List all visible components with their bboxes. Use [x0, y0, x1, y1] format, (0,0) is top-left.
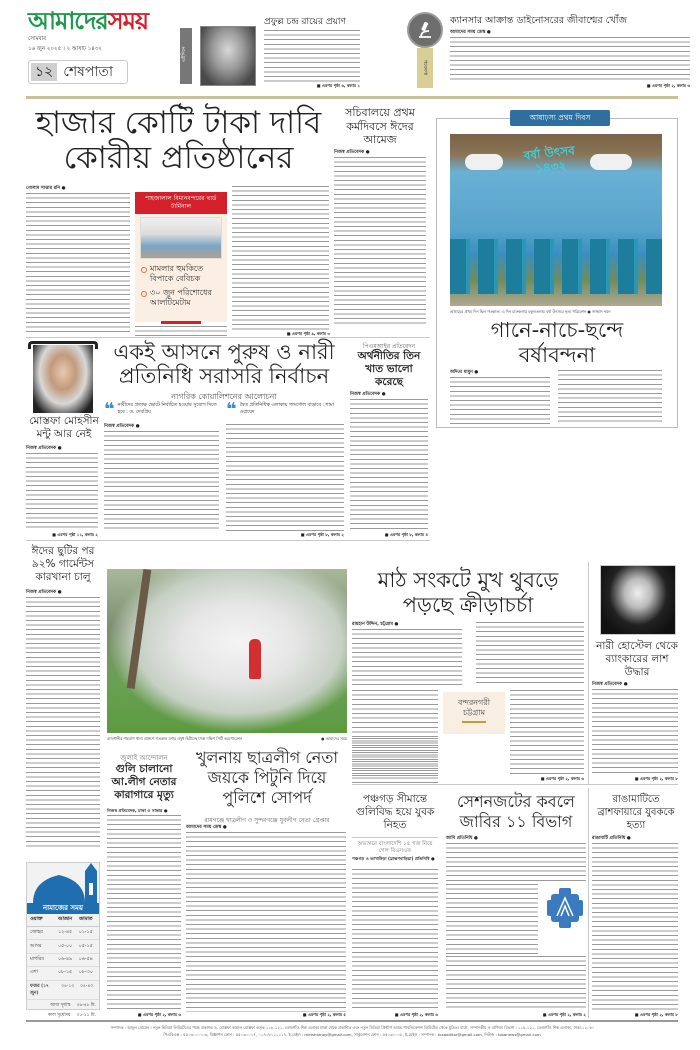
imprint-line-1: সম্পাদক : আবুল মোমেন । নতুন মিডিয়া লিমিটেডের পক্ষে প্রকাশক ড. মোস্তফা কামাল মোস্তফা কর্তৃক ১১৮-১২১, তেজগাঁও শিল্প এলাকা ঢাকা থেকে প্রকাশিত এবং নতুন মিডিয়া প্রিন্টার্স অ্যান্ড পাবলিকেশন্স লিমিটেড থেকে মুদ্রিত। বার্তা, সম্পাদকীয় ও বাণিজ্য বিভাগ : ১১৮-১২১, তেজগাঁও শিল্প এলাকা, ঢাকা-১২০৮। [110, 1025, 594, 1030]
portrait-photo [200, 26, 256, 86]
research-title: ক্যানসার আক্রান্ত ডাইনোসরের জীবাশ্মের খোঁজ [450, 15, 628, 26]
prayer-row: জোহর ১২-৪৫ ০১-১৫ [27, 927, 99, 940]
sports-byline: রায়হান উদ্দিন, চট্টগ্রাম ● [352, 622, 399, 627]
page-name: শেষপাতা [63, 64, 113, 80]
prayer-row: ফজর (১৭ জুন) ০৪-১০ ০৪-৪০ [27, 981, 99, 1000]
quote-1: ❝ নারীদের প্রত্যক্ষ ভোটে নির্বাচিত হওয়ার সুযোগ দিতে হবে : ড. দেবপ্রিয় [104, 399, 217, 420]
rangamati-byline: রাঙামাটি প্রতিনিধি ● [592, 836, 631, 841]
election-body-col2 [226, 424, 344, 531]
hostel-byline: নিজস্ব প্রতিবেদক ● [592, 682, 628, 687]
election-headline: একই আসনে পুরুষ ও নারী প্রতিনিধি সরাসরি নির্বাচন [113, 340, 335, 388]
hostel-headline: নারী হোস্টেল থেকে ব্যাংকারের লাশ উদ্ধার [596, 640, 678, 678]
victim-photo [600, 565, 676, 635]
economy-headline: অর্থনীতির তিন খাত ভালো করেছে [357, 350, 421, 388]
rangamati-body [592, 843, 678, 1011]
session-body-top [446, 843, 586, 883]
prayer-row: মাগরিব ০৬-৪৯ ০৬-৫৪ [27, 954, 99, 967]
microscope-badge [407, 12, 443, 48]
quote-mark-icon: ❝ [226, 399, 237, 420]
divider [26, 337, 430, 338]
secretariat-byline: নিজস্ব প্রতিবেদক ● [334, 150, 370, 155]
border-byline: পঞ্চগড় ও আখাউড়া (ব্রাহ্মণবাড়িয়া) প্রতিনিধি ● [352, 856, 435, 861]
cloud-right [590, 154, 632, 170]
khulna-headline: খুলনায় ছাত্রলীগ নেতা জয়কে পিটুনি দিয়ে পুলিশে সোপর্দ [196, 748, 338, 807]
khulna-body [186, 832, 346, 1012]
session-body-bottom [446, 956, 586, 1011]
hostel-jump: ■ এরপর পৃষ্ঠা ২, কলাম ৮ [634, 776, 678, 781]
newspaper-logo[interactable]: আমাদেরসময় [28, 7, 149, 35]
election-jump: ■ এরপর পৃষ্ঠা ৮, কলাম ২ [300, 532, 344, 537]
this-day-body [264, 30, 360, 82]
khulna-subhead: রামগঞ্জে ছাত্রলীগ ও সুন্দরগঞ্জে যুবলীগ নেতা গ্রেপ্তার [204, 817, 330, 824]
sports-body-overflow [352, 738, 438, 778]
imprint-line-2: পিএবিএক্স : ৫৫০৩০০০০-৬, বিজ্ঞাপন ফোন : ৫৫০৩০০০৭, ০১৭০৮১১১১১৭, ই-মেইল : mktshomoy@gmail.com, সার্কুলেশন ফোন : ৫৫০৩০০০৮, ই-মেইল : সম্পাদক : tosaeditor@gmail.com, নিউজ : tosanews@gmail.com [163, 1032, 541, 1037]
hostel-body [592, 689, 678, 775]
fogging-caption: রাজধানীর শাহবাগ থানা প্রাঙ্গণে গতকাল মশার ওষুধ ছিটাচ্ছে ঢাকা দক্ষিণ সিটি করপোরেশন [107, 736, 243, 741]
circle-bullet-icon [141, 267, 147, 273]
secretariat-body [334, 157, 426, 325]
this-day-jump: ■ এরপর পৃষ্ঠা ৬, কলাম ১ [316, 83, 360, 88]
session-headline: সেশনজটের কবলে জাবির ১১ বিভাগ [457, 792, 575, 831]
photo-feature-body-col2 [558, 370, 662, 424]
july-body [107, 815, 181, 1011]
box-accent [161, 321, 201, 324]
fogging-credit: ● আমাদের সময় [321, 736, 347, 741]
worker-figure [249, 639, 261, 679]
prayer-times-box [26, 862, 100, 1018]
july-jump: ■ এরপর পৃষ্ঠা ২, কলাম ৬ [137, 1012, 181, 1017]
banner-text: বর্ষা উৎসব ১৪৩২ [523, 143, 576, 176]
divider [26, 540, 430, 541]
prayer-row: আসর ০৫-০০ ০৫-১৫ [27, 940, 99, 953]
garments-body [26, 597, 100, 847]
jahangirnagar-university-logo [545, 888, 585, 944]
lead-body-col3 [232, 186, 329, 331]
election-byline: নিজস্ব প্রতিবেদক ● [104, 424, 140, 429]
research-jump: ■ এরপর পৃষ্ঠা ২, কলাম ৬ [646, 83, 690, 88]
lead-jump: ■ এরপর পৃষ্ঠা ৯, কলাম ৩ [286, 331, 330, 336]
obituary-headline: মোস্তফা মোহসীন মন্টু আর নেই [29, 415, 99, 440]
lead-body-col2 [135, 326, 227, 336]
sunset-row: আজ সূর্যাস্ত ০৬-৪৮ মি. [50, 1002, 96, 1008]
sports-body-col2b [510, 690, 584, 775]
masthead-rule [26, 96, 678, 99]
secretariat-headline: সচিবালয়ে প্রথম কর্মদিবসে ঈদের আমেজ [345, 106, 415, 146]
microscope-icon [415, 20, 435, 40]
lead-sidebar-box [135, 192, 227, 322]
obituary-byline: নিজস্ব প্রতিবেদক ● [26, 446, 62, 451]
obituary-body [26, 453, 98, 531]
sports-headline: মাঠ সংকটে মুখ থুবড়ে পড়ছে ক্রীড়াচর্চা [377, 568, 559, 617]
session-body-left [446, 884, 538, 954]
research-body [450, 37, 690, 83]
sidebar-box-title: শাহজালাল বিমানবন্দরের থার্ড টার্মিনাল [135, 192, 227, 214]
sports-body-col1 [352, 629, 462, 686]
photo-feature-caption: আষাঢ়ের প্রথম দিন ছিল গতকাল। এ দিন চারুকলার বকুলতলায় বর্ষা উৎসবে নৃত্য পরিবেশন ● সাজ্জাদ নয়ন [450, 309, 611, 314]
border-body [352, 869, 438, 1011]
rangamati-headline: রাঙামাটিতে ব্রাশফায়ারে যুবককে হত্যা [597, 794, 675, 831]
monsoon-festival-photo [450, 134, 662, 306]
date-label: ১৬ জুন ২০২৫ । ২ আষাঢ় ১৪৩২ [28, 46, 103, 52]
july-kicker: জুলাই আন্দোলন [120, 754, 168, 762]
sidebar-bullet-1: মামলার হুমকিতে বিপাকে বেবিচক [135, 262, 227, 286]
rangamati-jump: ■ এরপর পৃষ্ঠা ২, কলাম ৮ [634, 1012, 678, 1017]
garments-byline: নিজস্ব প্রতিবেদক ● [26, 590, 62, 595]
this-day-tag: এইদিনে [180, 28, 192, 84]
tree-trunk [127, 569, 152, 689]
airport-photo [140, 217, 222, 259]
border-headline: পঞ্চগড় সীমান্তে গুলিবিদ্ধ হয়ে যুবক নিহত [355, 793, 435, 831]
sports-jump: ■ এরপর পৃষ্ঠা ২, কলাম ৬ [540, 776, 584, 781]
day-label: সোমবার [28, 36, 47, 42]
border-subhead: অভ্যন্তরে বাংলাদেশি ১৫ গজ নিয়ে গেল বিএসএফ [352, 837, 438, 855]
khulna-jump: ■ এরপর পৃষ্ঠা ২, কলাম ৫ [302, 1012, 346, 1017]
cloud-left [465, 154, 503, 170]
research-byline: আমাদের সময় ডেস্ক ● [450, 30, 491, 35]
prayer-times-title: নামাজের সময় [27, 903, 99, 914]
obituary-jump: ■ এরপর পৃষ্ঠা ১১, কলাম ২ [52, 532, 98, 537]
election-body-col1 [104, 431, 219, 531]
fogging-photo [107, 569, 347, 733]
border-jump: ■ এরপর পৃষ্ঠা ২, কলাম ৬ [394, 1012, 438, 1017]
sunrise-row: কাল সূর্যোদয় ০৫-১১ মি. [48, 1012, 96, 1018]
this-day-title: প্রফুল্ল চন্দ্র রায়ের প্রয়াণ [264, 17, 346, 27]
july-headline: গুলি চালানো আ.লীগ নেতার কারাগারে মৃত্যু [111, 763, 177, 801]
lead-byline: গোলাম সাত্তার রনি ● [26, 186, 66, 191]
obituary-photo [33, 345, 93, 413]
footer-rule [26, 1020, 678, 1022]
prayer-header-row: ওয়াক্ত আজান জামাত [27, 914, 99, 927]
chittagong-box: বন্দরনগরী চট্টগ্রাম [443, 692, 505, 734]
session-byline: জাবি প্রতিনিধি ● [446, 836, 478, 841]
photo-feature-body-col1 [450, 377, 550, 424]
economy-jump: ■ এরপর পৃষ্ঠা ৮, কলাম ৪ [384, 532, 428, 537]
election-subhead: নাগরিক কোয়ালিশনের আলোচনা [171, 392, 277, 401]
page-number: ১২ [31, 63, 57, 81]
divider [352, 784, 678, 785]
economy-body [350, 399, 428, 531]
box-accent [462, 721, 486, 723]
economy-kicker: পিএমআইর প্রতিবেদন [362, 343, 416, 350]
photo-feature-label: আষাঢ়স্য প্রথম দিবস [510, 110, 610, 126]
divider [588, 788, 589, 1018]
photo-feature-headline: গানে-নাচে-ছন্দে বর্ষাবন্দনা [490, 318, 624, 367]
july-byline: নিজস্ব প্রতিবেদক, ঢাকা ও সাভার ● [107, 808, 168, 813]
lead-body-col1 [26, 193, 130, 335]
university-emblem-icon [547, 888, 583, 928]
mosque-icon [27, 863, 99, 903]
circle-bullet-icon [141, 291, 147, 297]
prayer-row: এশা ০৮-১৫ ০৮-৩০ [27, 967, 99, 980]
garments-headline: ঈদের ছুটির পর ৯২% গার্মেন্টস কারখানা চালু [31, 545, 95, 583]
session-jump: ■ এরপর পৃষ্ঠা ২, কলাম ২ [542, 1012, 586, 1017]
economy-byline: নিজস্ব প্রতিবেদক ● [350, 392, 386, 397]
page-label [28, 60, 128, 84]
sports-body-col2 [476, 622, 584, 686]
sidebar-bullet-2: ৩০ জুন পরিশোধের আলটিমেটাম [135, 286, 227, 310]
research-tag: গবেষণা [417, 48, 433, 88]
khulna-byline: আমাদের সময় ডেস্ক ● [186, 825, 227, 830]
quote-2: ❝ দ্বৈত প্রতিনিধিত্ব এলাকায় গন্ডগোল বাড়াবে : শামা ওবায়েদ [226, 399, 334, 420]
quote-mark-icon: ❝ [104, 399, 115, 420]
divider [588, 562, 589, 784]
lead-headline: হাজার কোটি টাকা দাবি কোরীয় প্রতিষ্ঠানের [35, 105, 322, 176]
dancers [450, 239, 662, 294]
photo-feature-byline: অদিত্য মামুন ● [450, 370, 479, 375]
